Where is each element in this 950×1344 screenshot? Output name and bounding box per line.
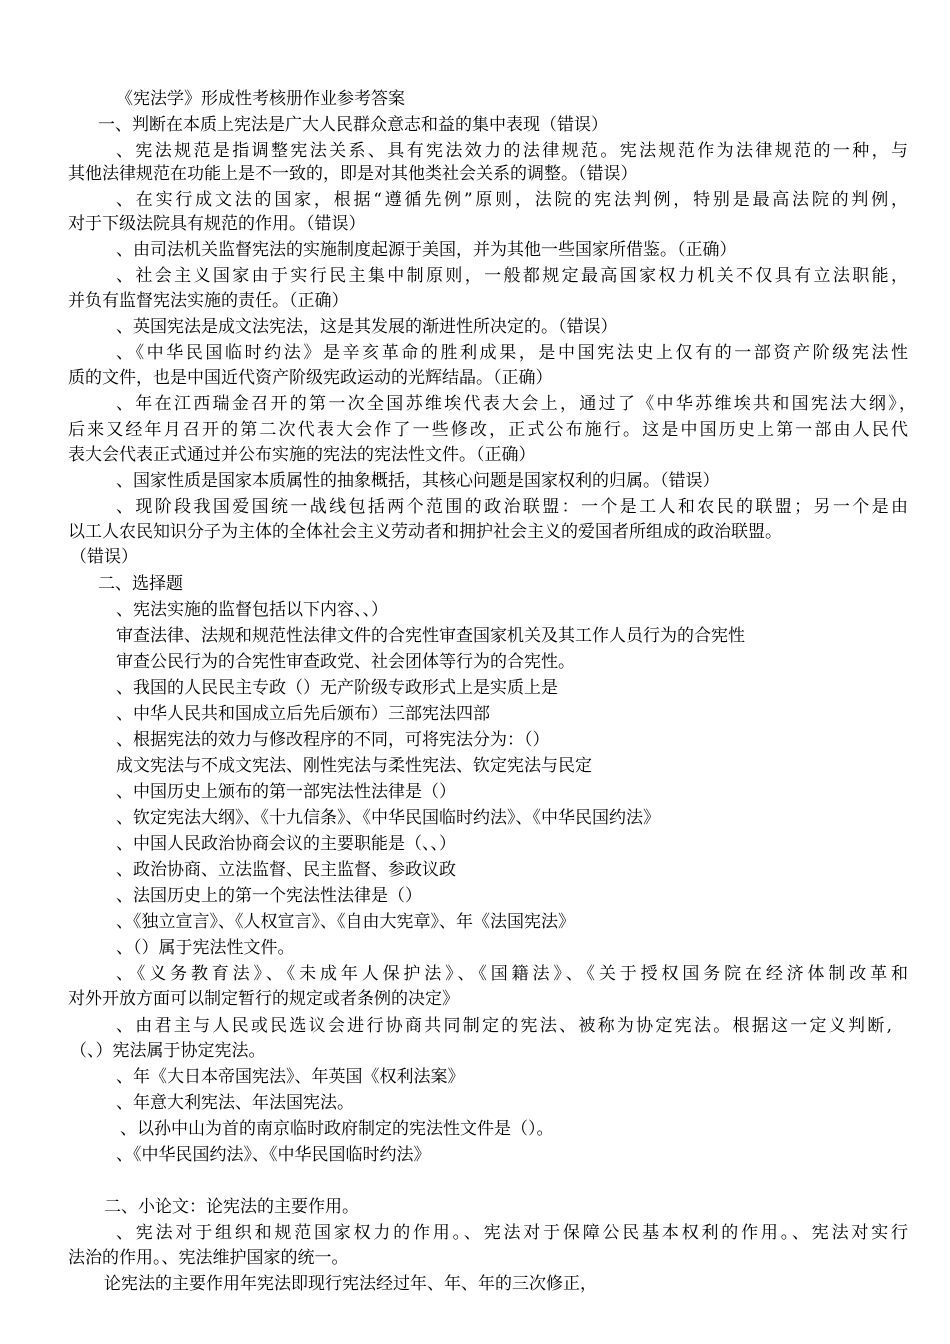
s1-item5-line1: 、英国宪法是成文法宪法，这是其发展的渐进性所决定的。（错误） <box>116 317 618 337</box>
s2-line10: 、中国人民政治协商会议的主要职能是（、、） <box>116 834 456 854</box>
s1-item6-line1: 、《中华民国临时约法》是辛亥革命的胜利成果，是中国宪法史上仅有的一部资产阶级宪法性 <box>116 343 908 363</box>
s1-item9-line1: 、现阶段我国爱国统一战线包括两个范围的政治联盟：一个是工人和农民的联盟；另一个是由 <box>116 497 908 517</box>
s2-line5: 、中华人民共和国成立后先后颁布）三部宪法四部 <box>116 704 490 724</box>
s1-item1-line1: 、宪法规范是指调整宪法关系、具有宪法效力的法律规范。宪法规范作为法律规范的一种，与 <box>116 141 908 161</box>
s2-line14: 、（）属于宪法性文件。 <box>116 938 295 958</box>
s2-line4: 、我国的人民民主专政（）无产阶级专政形式上是实质上是 <box>116 678 558 698</box>
document-title: 《宪法学》形成性考核册作业参考答案 <box>116 89 405 109</box>
s2-line7: 成文宪法与不成文宪法、刚性宪法与柔性宪法、钦定宪法与民定 <box>116 756 592 776</box>
s2-line3: 审查公民行为的合宪性审查政党、社会团体等行为的合宪性。 <box>116 652 575 672</box>
s1-item9-line3: （错误） <box>70 547 138 567</box>
s3-line2: 法治的作用。、宪法维护国家的统一。 <box>68 1248 349 1268</box>
s2-line11: 、政治协商、立法监督、民主监督、参政议政 <box>116 860 456 880</box>
section2-heading: 二、选择题 <box>98 574 183 594</box>
s1-item2-line1: 、在实行成文法的国家，根据“遵循先例”原则，法院的宪法判例，特别是最高法院的判例， <box>116 190 908 210</box>
s1-item1-line2: 其他法律规范在功能上是不一致的，即是对其他类社会关系的调整。（错误） <box>68 164 638 184</box>
s2-line17: 、由君主与人民或民选议会进行协商共同制定的宪法、被称为协定宪法。根据这一定义判断, <box>116 1016 892 1036</box>
s2-line16: 对外开放方面可以制定暂行的规定或者条例的决定》 <box>68 989 459 1009</box>
s1-item6-line2: 质的文件，也是中国近代资产阶级宪政运动的光辉结晶。（正确） <box>68 368 553 388</box>
s1-item7-line2: 后来又经年月召开的第二次代表大会作了一些修改，正式公布施行。这是中国历史上第一部由人民代 <box>68 420 908 440</box>
s1-item4-line2: 并负有监督宪法实施的责任。（正确） <box>68 291 349 311</box>
s2-line19: 、年《大日本帝国宪法》、年英国《权利法案》 <box>116 1067 465 1087</box>
s2-line21: 、以孙中山为首的南京临时政府制定的宪法性文件是（）。 <box>120 1119 554 1139</box>
s2-line22: 、《中华民国约法》、《中华民国临时约法》 <box>116 1145 431 1165</box>
s2-line2: 审查法律、法规和规范性法律文件的合宪性审查国家机关及其工作人员行为的合宪性 <box>116 626 745 646</box>
s1-item4-line1: 、社会主义国家由于实行民主集中制原则，一般都规定最高国家权力机关不仅具有立法职能， <box>116 266 908 286</box>
s2-line9: 、钦定宪法大纲》、《十九信条》、《中华民国临时约法》、《中华民国约法》 <box>116 808 660 828</box>
s1-item7-line3: 表大会代表正式通过并公布实施的宪法的宪法性文件。（正确） <box>68 445 536 465</box>
s2-line15: 、《义务教育法》、《未成年人保护法》、《国籍法》、《关于授权国务院在经济体制改革和 <box>116 964 908 984</box>
s1-item7-line1: 、年在江西瑞金召开的第一次全国苏维埃代表大会上，通过了《中华苏维埃共和国宪法大纲》， <box>116 394 916 414</box>
s2-line8: 、中国历史上颁布的第一部宪法性法律是（） <box>116 782 456 802</box>
s1-item2-line2: 对于下级法院具有规范的作用。（错误） <box>68 214 366 234</box>
s2-line1: 、宪法实施的监督包括以下内容、、） <box>116 600 388 620</box>
s2-line20: 、年意大利宪法、年法国宪法。 <box>116 1093 354 1113</box>
s1-item3-line1: 、由司法机关监督宪法的实施制度起源于美国，并为其他一些国家所借鉴。（正确） <box>116 240 737 260</box>
s2-line18: （、）宪法属于协定宪法。 <box>70 1041 266 1061</box>
s2-line6: 、根据宪法的效力与修改程序的不同，可将宪法分为：（） <box>116 730 550 750</box>
s3-line1: 、宪法对于组织和规范国家权力的作用。、宪法对于保障公民基本权利的作用。、宪法对实行 <box>116 1223 908 1243</box>
section1-heading: 一、判断在本质上宪法是广大人民群众意志和益的集中表现（错误） <box>98 115 608 135</box>
s2-line12: 、法国历史上的第一个宪法性法律是（） <box>116 886 422 906</box>
s1-item9-line2: 以工人农民知识分子为主体的全体社会主义劳动者和拥护社会主义的爱国者所组成的政治联盟。 <box>68 522 782 542</box>
s2-line13: 、《独立宣言》、《人权宣言》、《自由大宪章》、年《法国宪法》 <box>116 912 575 932</box>
section3-heading: 二、小论文：论宪法的主要作用。 <box>104 1197 359 1217</box>
s1-item8-line1: 、国家性质是国家本质属性的抽象概括，其核心问题是国家权利的归属。（错误） <box>116 471 720 491</box>
s3-line3: 论宪法的主要作用年宪法即现行宪法经过年、年、年的三次修正， <box>104 1274 597 1294</box>
